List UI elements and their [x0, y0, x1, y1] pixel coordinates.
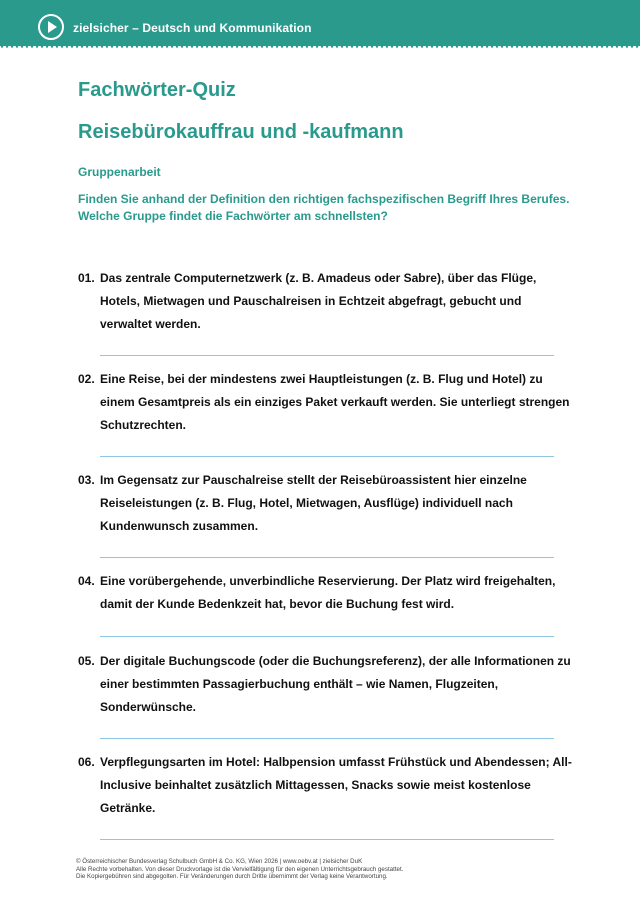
dot: [381, 45, 383, 47]
dot: [91, 45, 93, 47]
question-text: Eine Reise, bei der mindestens zwei Hauptleistungen (z. B. Flug und Hotel) zu einem Gesamtpreis als ein einziges Paket verkauft werden. Sie unterliegt strengen Schutzrechten.: [100, 372, 570, 432]
dot: [436, 45, 438, 47]
dot: [266, 45, 268, 47]
dot: [331, 45, 333, 47]
dot: [601, 45, 603, 47]
dot: [191, 45, 193, 47]
dot: [221, 45, 223, 47]
instructions-text: Finden Sie anhand der Definition den richtigen fachspezifischen Begriff Ihres Berufes. Welche Gruppe findet die Fachwörter am schnellsten?: [78, 192, 570, 223]
dot: [71, 45, 73, 47]
dot: [11, 45, 13, 47]
dot: [306, 45, 308, 47]
dot: [556, 45, 558, 47]
dot: [386, 45, 388, 47]
dot: [546, 45, 548, 47]
dot: [596, 45, 598, 47]
footer-line: © Österreichischer Bundesverlag Schulbuch GmbH & Co. KG, Wien 2026 | www.oebv.at | zielsicher DuK: [76, 858, 363, 865]
dot: [211, 45, 213, 47]
dot: [606, 45, 608, 47]
dot: [341, 45, 343, 47]
dot: [31, 45, 33, 47]
answer-line[interactable]: [100, 839, 554, 840]
dot: [121, 45, 123, 47]
dot: [26, 45, 28, 47]
page-subtitle: Reisebürokauffrau und -kaufmann: [78, 121, 404, 143]
dot: [126, 45, 128, 47]
question-text: Der digitale Buchungscode (oder die Buchungsreferenz), der alle Informationen zu einer bestimmten Passagierbuchung enthält – wie Namen, Flugzeiten, Sonderwünsche.: [100, 654, 571, 714]
dot: [441, 45, 443, 47]
dot: [196, 45, 198, 47]
dot: [216, 45, 218, 47]
dot: [636, 45, 638, 47]
dot: [81, 45, 83, 47]
dot: [371, 45, 373, 47]
dot: [351, 45, 353, 47]
dot: [336, 45, 338, 47]
dot: [576, 45, 578, 47]
play-icon: [38, 14, 64, 40]
dot: [471, 45, 473, 47]
dot: [581, 45, 583, 47]
dot: [551, 45, 553, 47]
dot: [21, 45, 23, 47]
dot: [291, 45, 293, 47]
dot: [311, 45, 313, 47]
dot: [511, 45, 513, 47]
answer-line[interactable]: [100, 557, 554, 558]
question-number: 02.: [78, 372, 95, 386]
answer-line[interactable]: [100, 355, 554, 356]
dot: [616, 45, 618, 47]
dot: [276, 45, 278, 47]
dot: [41, 45, 43, 47]
dot: [461, 45, 463, 47]
dot: [241, 45, 243, 47]
dot: [296, 45, 298, 47]
dot: [66, 45, 68, 47]
dot: [106, 45, 108, 47]
dot: [456, 45, 458, 47]
dot: [571, 45, 573, 47]
dot: [146, 45, 148, 47]
dot: [171, 45, 173, 47]
question-text: Im Gegensatz zur Pauschalreise stellt der Reisebüroassistent hier einzelne Reiseleistungen (z. B. Flug, Hotel, Mietwagen, Ausflüge) individuell nach Kundenwunsch zusammen.: [100, 473, 527, 533]
dot: [101, 45, 103, 47]
dot: [541, 45, 543, 47]
dot: [141, 45, 143, 47]
question-number: 04.: [78, 574, 95, 588]
dot: [281, 45, 283, 47]
dot: [426, 45, 428, 47]
dot: [16, 45, 18, 47]
dot: [226, 45, 228, 47]
dot: [111, 45, 113, 47]
answer-line[interactable]: [100, 456, 554, 457]
dot: [516, 45, 518, 47]
dot: [406, 45, 408, 47]
dot: [361, 45, 363, 47]
dot: [286, 45, 288, 47]
dot: [256, 45, 258, 47]
dot: [161, 45, 163, 47]
dot: [366, 45, 368, 47]
dot: [611, 45, 613, 47]
footer-line: Die Kopiergebühren sind abgegolten. Für Veränderungen durch Dritte übernimmt der Verlag keine Verantwortung.: [76, 873, 388, 881]
dot: [566, 45, 568, 47]
dot: [51, 45, 53, 47]
dot: [446, 45, 448, 47]
dot: [116, 45, 118, 47]
dot: [626, 45, 628, 47]
dot: [61, 45, 63, 47]
dot: [326, 45, 328, 47]
dot: [176, 45, 178, 47]
dot: [46, 45, 48, 47]
dot: [431, 45, 433, 47]
dot: [476, 45, 478, 47]
dot: [56, 45, 58, 47]
dot: [201, 45, 203, 47]
dot: [186, 45, 188, 47]
dot: [131, 45, 133, 47]
dot: [271, 45, 273, 47]
section-heading: Gruppenarbeit: [78, 165, 161, 179]
dot: [236, 45, 238, 47]
footer-line: Alle Rechte vorbehalten. Von dieser Druckvorlage ist die Vervielfältigung für den eigenen Unterrichtsgebrauch gestattet.: [76, 865, 404, 873]
dot: [561, 45, 563, 47]
answer-line[interactable]: [100, 738, 554, 739]
dot: [76, 45, 78, 47]
question-text: Das zentrale Computernetzwerk (z. B. Amadeus oder Sabre), über das Flüge, Hotels, Mietwagen und Pauschalreisen in Echtzeit abgefragt, gebucht und verwaltet werden.: [100, 271, 537, 331]
dot: [621, 45, 623, 47]
dot: [151, 45, 153, 47]
brand-label: zielsicher – Deutsch und Kommunikation: [73, 21, 312, 35]
dot: [6, 45, 8, 47]
dot: [301, 45, 303, 47]
answer-line[interactable]: [100, 636, 554, 637]
dot: [481, 45, 483, 47]
dot: [491, 45, 493, 47]
dot: [391, 45, 393, 47]
dot: [521, 45, 523, 47]
dot: [536, 45, 538, 47]
dot: [591, 45, 593, 47]
dot: [356, 45, 358, 47]
question-text: Eine vorübergehende, unverbindliche Reservierung. Der Platz wird freigehalten, damit der Kunde Bedenkzeit hat, bevor die Buchung fest wird.: [100, 574, 556, 611]
header-dotted-edge: [0, 38, 640, 48]
dot: [506, 45, 508, 47]
dot: [586, 45, 588, 47]
dot: [496, 45, 498, 47]
dot: [166, 45, 168, 47]
dot: [321, 45, 323, 47]
dot: [261, 45, 263, 47]
question-number: 01.: [78, 271, 95, 285]
dot: [416, 45, 418, 47]
dot: [631, 45, 633, 47]
dot: [501, 45, 503, 47]
dot: [86, 45, 88, 47]
dot: [136, 45, 138, 47]
page-title: Fachwörter-Quiz: [78, 79, 236, 101]
dot: [531, 45, 533, 47]
dot: [181, 45, 183, 47]
dot: [96, 45, 98, 47]
dot: [376, 45, 378, 47]
question-number: 06.: [78, 755, 95, 769]
question-number: 05.: [78, 654, 95, 668]
dot: [206, 45, 208, 47]
dot: [401, 45, 403, 47]
dot: [316, 45, 318, 47]
dot: [156, 45, 158, 47]
dot: [466, 45, 468, 47]
question-number: 03.: [78, 473, 95, 487]
dot: [251, 45, 253, 47]
dot: [1, 45, 3, 47]
dot: [421, 45, 423, 47]
dot: [231, 45, 233, 47]
dot: [36, 45, 38, 47]
dot: [486, 45, 488, 47]
question-text: Verpflegungsarten im Hotel: Halbpension umfasst Frühstück und Abendessen; All-Inclusive beinhaltet zusätzlich Mittagessen, Snacks sowie meist kostenlose Getränke.: [100, 755, 572, 815]
dot: [411, 45, 413, 47]
dot: [246, 45, 248, 47]
dot: [396, 45, 398, 47]
dot: [526, 45, 528, 47]
dot: [346, 45, 348, 47]
copyright-footer: [76, 858, 596, 881]
dot: [451, 45, 453, 47]
